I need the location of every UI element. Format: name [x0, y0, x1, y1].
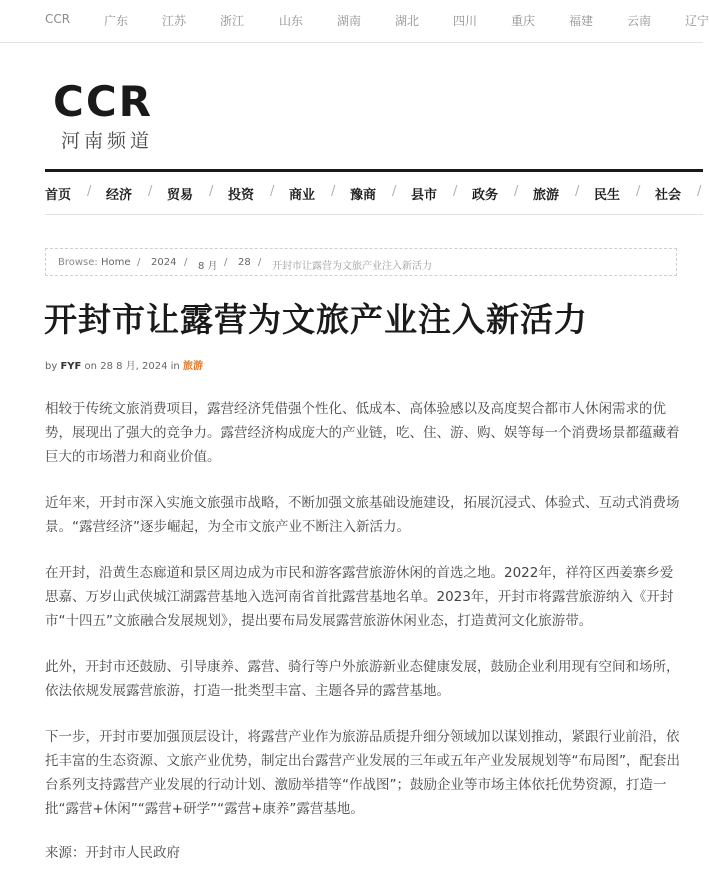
- nav-separator: /: [148, 184, 153, 199]
- nav-separator: /: [514, 184, 519, 199]
- breadcrumb-separator: /: [258, 257, 262, 268]
- nav-item-business[interactable]: 商业: [289, 188, 316, 203]
- meta-on: on: [84, 361, 98, 372]
- nav-separator: /: [697, 184, 702, 199]
- nav-item-counties[interactable]: 县市: [411, 188, 438, 203]
- article-title: 开封市让露营为文旅产业注入新活力: [44, 300, 588, 339]
- nav-item-government[interactable]: 政务: [472, 188, 499, 203]
- breadcrumb-month[interactable]: 8 月: [198, 261, 218, 272]
- article-paragraph: 此外，开封市还鼓励、引导康养、露营、骑行等户外旅游新业态健康发展，鼓励企业利用现有空间和场所，依法依规发展露营旅游，打造一批类型丰富、主题各异的露营基地。: [45, 659, 680, 699]
- region-link-zhejiang[interactable]: 浙江: [220, 14, 245, 28]
- region-link-hubei[interactable]: 湖北: [395, 14, 420, 28]
- meta-author[interactable]: FYF: [60, 361, 82, 372]
- nav-separator: /: [270, 184, 275, 199]
- breadcrumb-separator: /: [224, 257, 228, 268]
- breadcrumb-year[interactable]: 2024: [151, 257, 177, 268]
- article-meta: [45, 357, 203, 372]
- nav-item-investment[interactable]: 投资: [228, 188, 255, 203]
- region-link-guangdong[interactable]: 广东: [104, 14, 129, 28]
- nav-item-tourism[interactable]: 旅游: [533, 188, 560, 203]
- region-link-shandong[interactable]: 山东: [279, 14, 304, 28]
- breadcrumb: [45, 248, 677, 276]
- article-paragraph: 下一步，开封市要加强顶层设计，将露营产业作为旅游品质提升细分领域加以谋划推动，紧跟行业前沿，依托丰富的生态资源、文旅产业优势，制定出台露营产业发展的三年或五年产业发展规划等“布局图”，配套出台系列支持露营产业发展的行动计划、激励举措等“作战图”；鼓励企业等市场主体依托优势资源，打造一批“露营+休闲”“露营+研学”“露营+康养”露营基地。: [45, 729, 680, 817]
- region-link-fujian[interactable]: 福建: [569, 14, 594, 28]
- nav-item-livelihood[interactable]: 民生: [594, 188, 621, 203]
- nav-separator: /: [209, 184, 214, 199]
- region-link-sichuan[interactable]: 四川: [453, 14, 478, 28]
- region-link-ccr[interactable]: CCR: [45, 12, 71, 26]
- region-link-liaoning[interactable]: 辽宁: [685, 14, 709, 28]
- article-paragraph: 相较于传统文旅消费项目，露营经济凭借强个性化、低成本、高体验感以及高度契合都市人休闲需求的优势，展现出了强大的竞争力。露营经济构成庞大的产业链，吃、住、游、购、娱等每一个消费场景都蕴藏着巨大的市场潜力和商业价值。: [45, 401, 680, 465]
- logo-brand: CCR: [53, 77, 153, 126]
- region-link-jiangsu[interactable]: 江苏: [162, 14, 187, 28]
- breadcrumb-separator: /: [184, 257, 188, 268]
- site-logo[interactable]: [53, 77, 154, 152]
- region-link-hunan[interactable]: 湖南: [337, 14, 362, 28]
- nav-item-society[interactable]: 社会: [655, 188, 682, 203]
- meta-in: in: [170, 361, 180, 372]
- article-paragraph: 近年来，开封市深入实施文旅强市战略，不断加强文旅基础设施建设，拓展沉浸式、体验式、互动式消费场景。“露营经济”逐步崛起，为全市文旅产业不断注入新活力。: [45, 495, 680, 535]
- article-body: [45, 397, 685, 887]
- nav-separator: /: [575, 184, 580, 199]
- nav-separator: /: [453, 184, 458, 199]
- article-source: 来源：开封市人民政府: [45, 845, 180, 861]
- nav-separator: /: [392, 184, 397, 199]
- nav-item-trade[interactable]: 贸易: [167, 188, 194, 203]
- meta-by: by: [45, 361, 58, 372]
- region-bar: [0, 0, 709, 43]
- breadcrumb-prefix: Browse:: [58, 257, 98, 268]
- breadcrumb-separator: /: [137, 257, 141, 268]
- region-link-yunnan[interactable]: 云南: [627, 14, 652, 28]
- nav-separator: /: [636, 184, 641, 199]
- breadcrumb-home[interactable]: Home: [101, 257, 131, 268]
- main-nav: [45, 172, 703, 215]
- breadcrumb-current: 开封市让露营为文旅产业注入新活力: [272, 261, 432, 272]
- nav-item-home[interactable]: 首页: [45, 188, 72, 203]
- breadcrumb-day[interactable]: 28: [238, 257, 251, 268]
- logo-channel: 河南频道: [61, 130, 154, 152]
- article-paragraph: 在开封，沿黄生态廊道和景区周边成为市民和游客露营旅游休闲的首选之地。2022年，祥符区西姜寨乡爱思嘉、万岁山武侠城江湖露营基地入选河南省首批露营基地名单。2023年，开封市将露营旅游纳入《开封市“十四五”文旅融合发展规划》，提出要布局发展露营旅游休闲业态，打造黄河文化旅游带。: [45, 565, 674, 629]
- nav-separator: /: [331, 184, 336, 199]
- nav-separator: /: [87, 184, 92, 199]
- nav-item-henan-merchants[interactable]: 豫商: [350, 188, 377, 203]
- meta-category-link[interactable]: 旅游: [182, 361, 203, 372]
- meta-date: 28 8 月, 2024: [100, 361, 168, 372]
- nav-item-economy[interactable]: 经济: [106, 188, 133, 203]
- region-link-chongqing[interactable]: 重庆: [511, 14, 536, 28]
